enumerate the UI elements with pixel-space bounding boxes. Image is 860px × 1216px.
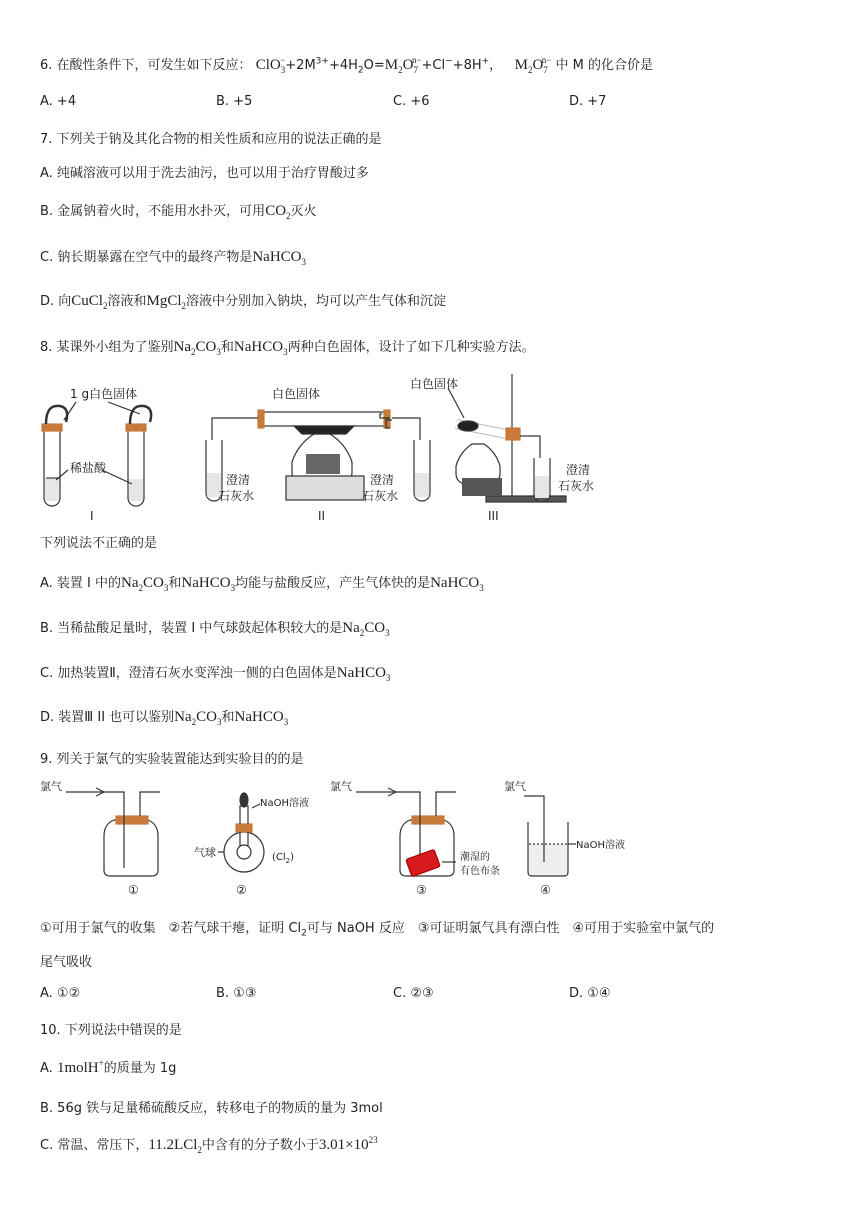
q8-option-a: A. 装置 I 中的$Na_2CO_3$和NaHCO$_3$均能与盐酸反应，产生气体快的是NaHCO$_3$: [40, 575, 484, 593]
q7-option-d: D. 向CuCl$_2$溶液和MgCl$_2$溶液中分别加入钠块，均可以产生气体和沉淀: [40, 293, 447, 311]
q9-apparatus-figure: [36, 776, 656, 902]
label-limewater-right-b: 石灰水: [362, 489, 399, 503]
q8-stem: 8. 某课外小组为了鉴别$Na_2CO_3$和NaHCO$_3$两种白色固体，设计了如下几种实验方法。: [40, 339, 535, 357]
q8-option-b: B. 当稀盐酸足量时，装置 I 中气球鼓起体积较大的是$Na_2CO_3$: [40, 620, 390, 638]
q10-stem: 10. 下列说法中错误的是: [40, 1023, 182, 1038]
label-limewater-right-a: 澄清: [370, 473, 395, 487]
label-wet-cloth-b: 有色布条: [460, 866, 500, 877]
q8-option-c: C. 加热装置Ⅱ，澄清石灰水变浑浊一侧的白色固体是NaHCO$_3$: [40, 665, 391, 683]
q9-stem: 9. 列关于氯气的实验装置能达到实验目的的是: [40, 752, 304, 767]
apparatus-iii: [448, 374, 566, 502]
label-n1: ①: [128, 883, 139, 897]
apparatus-i: [42, 402, 151, 506]
label-naoh-4: NaOH溶液: [576, 840, 625, 851]
apparatus-3: [356, 788, 456, 877]
label-limewater-left-b: 石灰水: [218, 489, 255, 503]
label-n3: ③: [416, 883, 427, 897]
label-balloon: 气球: [194, 846, 216, 859]
label-ii: II: [318, 509, 326, 523]
q7-stem: 7. 下列关于钠及其化合物的相关性质和应用的说法正确的是: [40, 132, 382, 147]
label-naoh-2: NaOH溶液: [260, 798, 309, 809]
q9-description-end: 尾气吸收: [40, 955, 93, 970]
label-chlorine-1: 氯气: [40, 780, 62, 793]
label-white-solid-ii: 白色固体: [272, 387, 321, 401]
label-limewater-left-a: 澄清: [226, 473, 251, 487]
label-white-solid-iii: 白色固体: [410, 377, 459, 391]
label-limewater-iii-b: 石灰水: [558, 479, 595, 493]
q9-option-b: B. ①③: [216, 986, 257, 1001]
apparatus-ii: [206, 410, 430, 501]
q7-option-c: C. 钠长期暴露在空气中的最终产物是NaHCO$_3$: [40, 249, 307, 267]
label-dilute-hcl: 稀盐酸: [70, 461, 107, 475]
label-wet-cloth-a: 潮湿的: [460, 852, 490, 863]
q7-option-b: B. 金属钠着火时，不能用水扑灭，可用$CO_2$灭火: [40, 203, 317, 221]
label-limewater-iii-a: 澄清: [566, 463, 591, 477]
q9-option-a: A. ①②: [40, 986, 81, 1001]
label-chlorine-3: 氯气: [330, 780, 352, 793]
q9-option-c: C. ②③: [393, 986, 434, 1001]
q10-option-c: C. 常温、常压下，11.2LCl$_2$中含有的分子数小于$3.01\times 10^{23}$: [40, 1135, 378, 1155]
apparatus-1: [66, 788, 160, 876]
q6-option-d: D. +7: [569, 94, 607, 109]
label-n4: ④: [540, 883, 551, 897]
q8-sub-stem: 下列说法不正确的是: [40, 536, 158, 551]
q9-option-d: D. ①④: [569, 986, 611, 1001]
label-1g-solid: 1 g白色固体: [70, 387, 138, 401]
q10-option-a: A. 1molH+的质量为 1g: [40, 1058, 177, 1076]
q10-option-b: B. 56g 铁与足量稀硫酸反应，转移电子的物质的量为 3mol: [40, 1101, 383, 1116]
apparatus-4: [524, 796, 576, 876]
q7-option-a: A. 纯碱溶液可以用于洗去油污，也可以用于治疗胃酸过多: [40, 166, 369, 181]
q6-option-a: A. +4: [40, 94, 77, 109]
q6-option-c: C. +6: [393, 94, 430, 109]
label-cl2: $(Cl_2)$: [272, 852, 295, 865]
label-i: I: [90, 509, 94, 523]
q8-option-d: D. 装置Ⅲ II 也可以鉴别$Na_2CO_3$和NaHCO$_3$: [40, 709, 289, 727]
q8-apparatus-figure: [36, 368, 616, 528]
apparatus-2: [218, 793, 264, 872]
label-chlorine-4: 氯气: [504, 780, 526, 793]
q6-stem: 6. 在酸性条件下，可发生如下反应： $ClO_3^-+2M^{3+}+4H_2O=M_2O_7^{n-}+Cl^-+8H^+$， $M_2O_7^{n-}$ 中 M 的化合价是: [40, 55, 653, 76]
q6-option-b: B. +5: [216, 94, 253, 109]
label-iii: III: [488, 509, 499, 523]
label-n2: ②: [236, 883, 247, 897]
q9-description: ①可用于氯气的收集 ②若气球干瘪，证明 $Cl_2$可与 NaOH 反应 ③可证明氯气具有漂白性 ④可用于实验室中氯气的: [40, 921, 715, 939]
